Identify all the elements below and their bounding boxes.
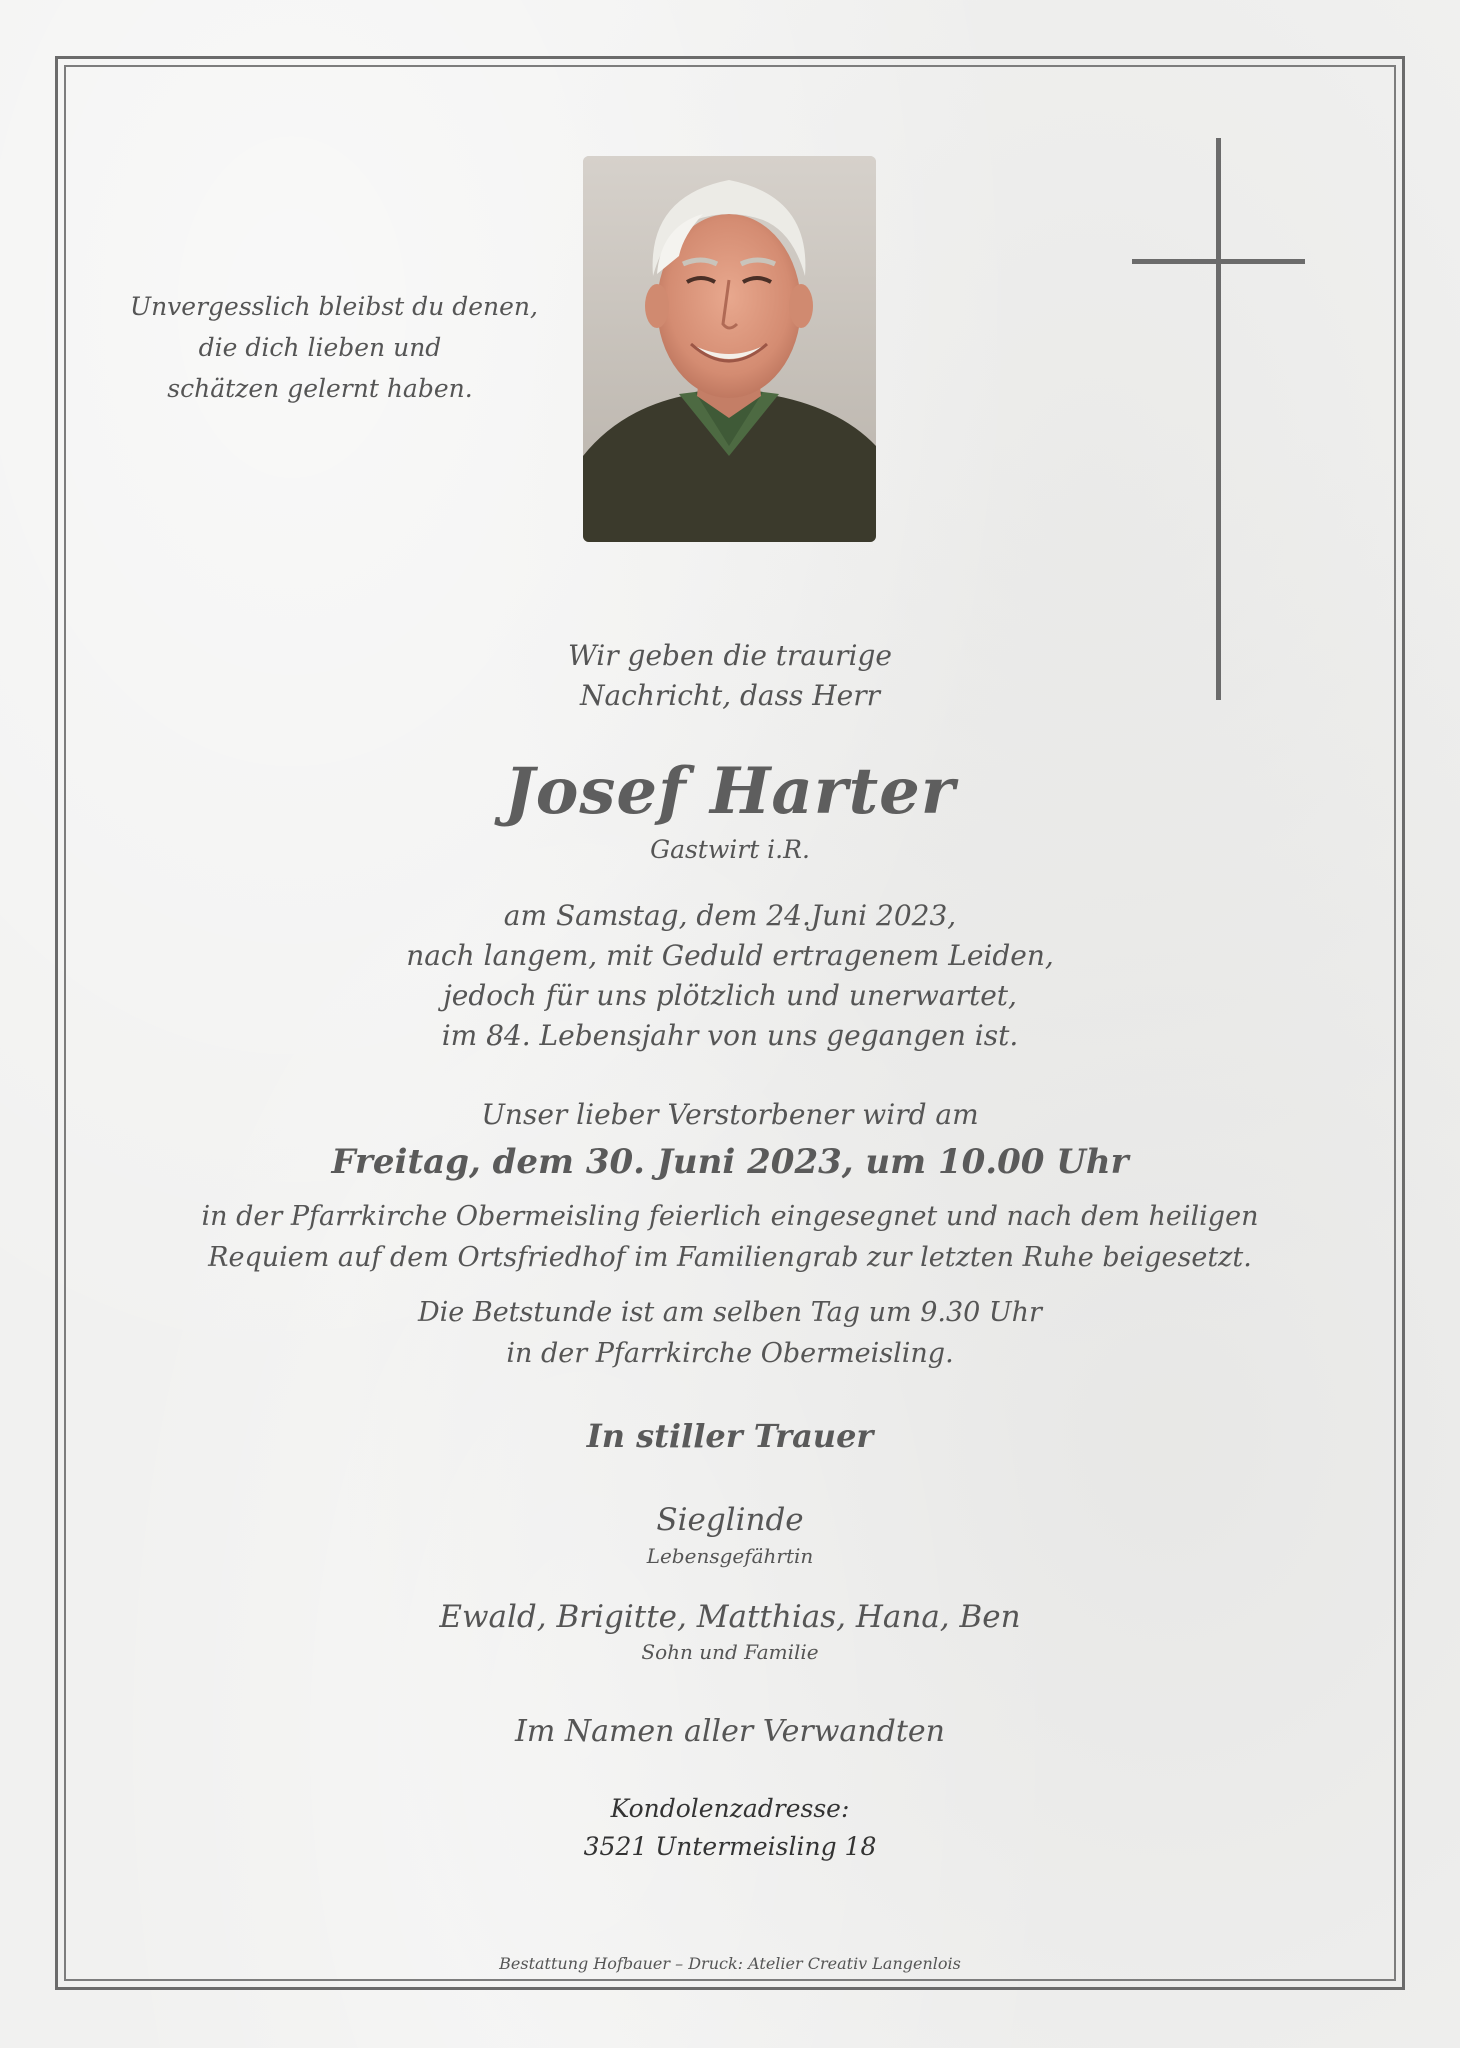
mourning-heading: In stiller Trauer <box>586 1417 874 1455</box>
funeral-details-line: in der Pfarrkirche Obermeisling feierlich eingesegnet und nach dem heiligen <box>201 1201 1259 1232</box>
partner-name: Sieglinde <box>656 1502 804 1538</box>
deceased-title: Gastwirt i.R. <box>650 835 810 864</box>
intro-line: Nachricht, dass Herr <box>579 679 881 712</box>
funeral-details-line: Requiem auf dem Ortsfriedhof im Familiengrab zur letzten Ruhe beigesetzt. <box>208 1242 1252 1273</box>
funeral-intro: Unser lieber Verstorbener wird am <box>481 1098 979 1131</box>
footer-credits: Bestattung Hofbauer – Druck: Atelier Creativ Langenlois <box>499 1954 961 1973</box>
vigil-line: Die Betstunde ist am selben Tag um 9.30 Uhr <box>418 1297 1042 1328</box>
death-notice-line: am Samstag, dem 24.Juni 2023, <box>503 899 957 932</box>
funeral-date: Freitag, dem 30. Juni 2023, um 10.00 Uhr <box>331 1142 1129 1182</box>
quote-line: die dich lieben und <box>198 333 442 362</box>
family-names: Ewald, Brigitte, Matthias, Hana, Ben <box>439 1599 1021 1635</box>
death-notice-line: jedoch für uns plötzlich und unerwartet, <box>443 979 1017 1012</box>
intro-line: Wir geben die traurige <box>568 639 892 672</box>
funeral-details <box>170 1196 1290 1278</box>
condolence-label: Kondolenzadresse: <box>610 1794 850 1823</box>
deceased-name: Josef Harter <box>504 754 956 829</box>
intro-text <box>200 636 1260 716</box>
cross-vertical-bar <box>1216 138 1221 700</box>
portrait-photo <box>583 156 876 542</box>
quote-line: Unvergesslich bleibst du denen, <box>130 292 538 321</box>
memorial-quote <box>130 286 538 409</box>
quote-line: schätzen gelernt haben. <box>167 374 473 403</box>
relatives-note: Im Namen aller Verwandten <box>515 1714 945 1749</box>
death-notice-line: nach langem, mit Geduld ertragenem Leiden, <box>406 939 1054 972</box>
partner-role: Lebensgefährtin <box>646 1544 814 1568</box>
family-role: Sohn und Familie <box>641 1640 819 1664</box>
cross-horizontal-bar <box>1132 259 1305 264</box>
vigil-line: in der Pfarrkirche Obermeisling. <box>506 1338 954 1369</box>
death-notice-line: im 84. Lebensjahr von uns gegangen ist. <box>441 1019 1019 1052</box>
death-notice <box>200 896 1260 1056</box>
condolence-address: 3521 Untermeisling 18 <box>583 1832 877 1861</box>
vigil-notice <box>200 1292 1260 1374</box>
